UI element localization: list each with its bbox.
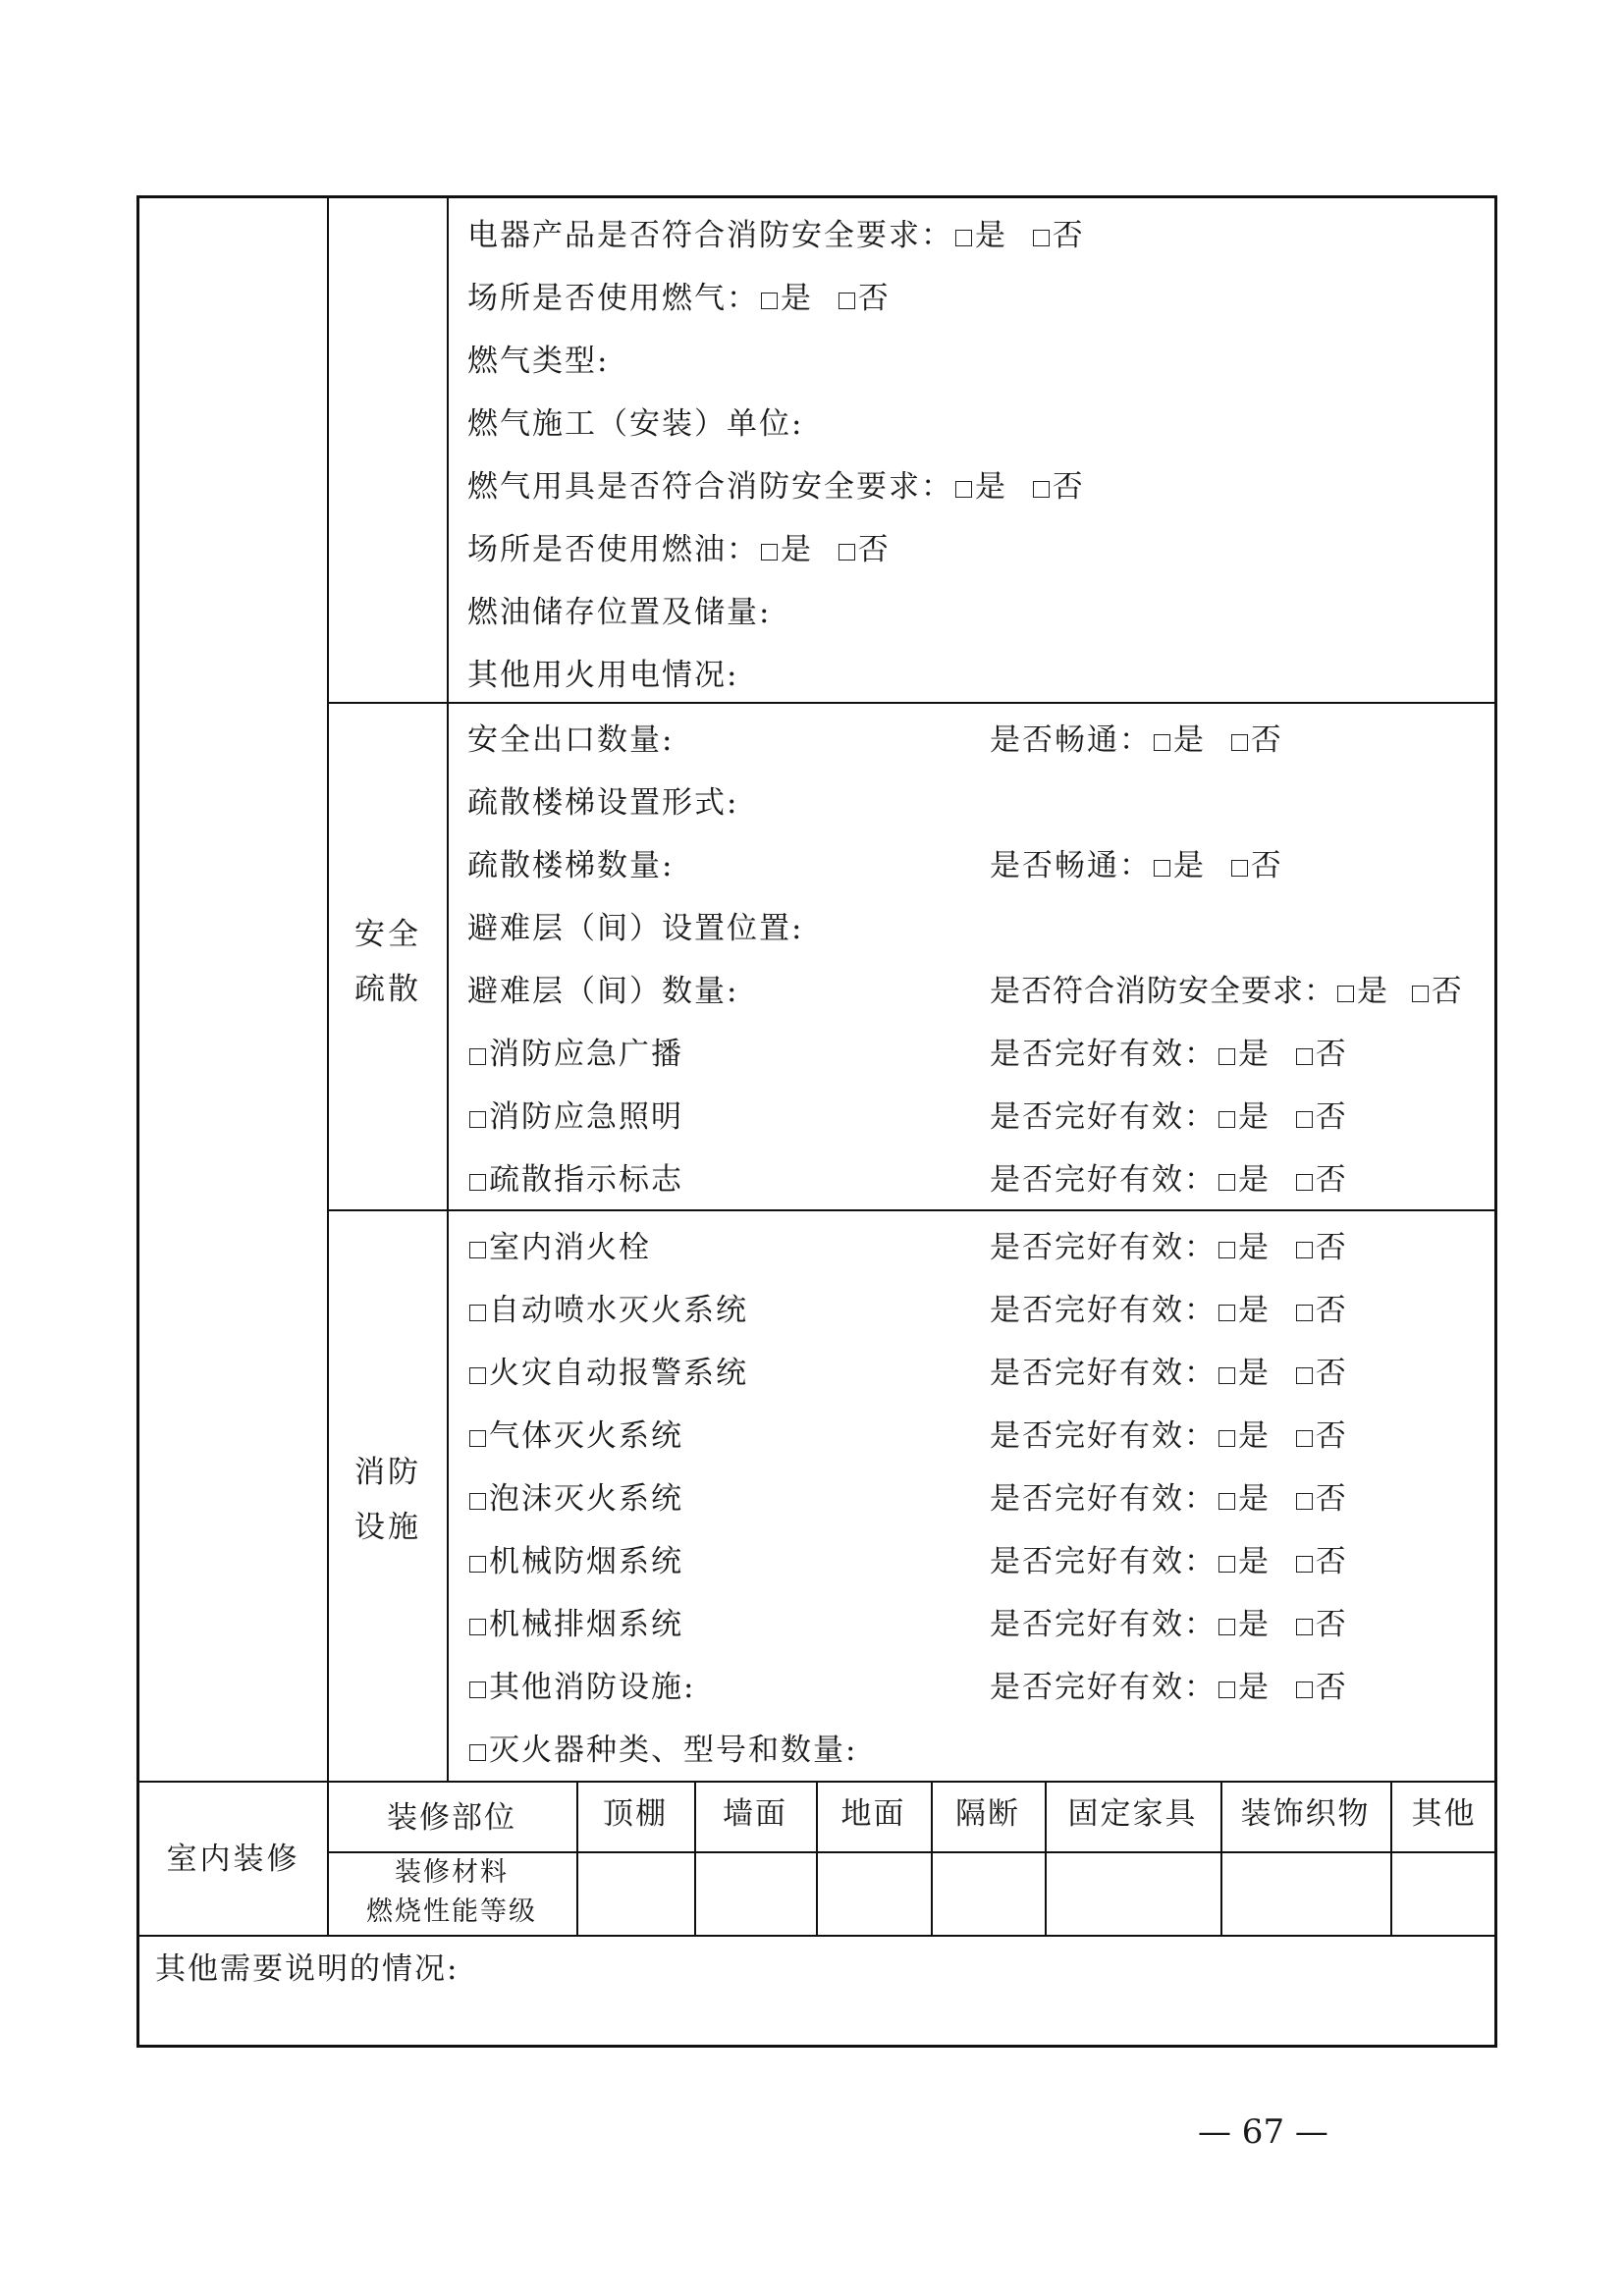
notes-label: 其他需要说明的情况:: [155, 1951, 460, 1987]
fire-use-line-5: 燃气用具是否符合消防安全要求： 是 否: [467, 469, 1085, 505]
facility-line-7: 机械排烟系统: [467, 1605, 683, 1644]
fire-use-line-3: 燃气类型:: [467, 344, 610, 379]
checkbox[interactable]: [469, 1048, 486, 1065]
checkbox[interactable]: [469, 1556, 486, 1573]
facility-line-6-right: 是否完好有效： 是 否: [990, 1544, 1348, 1579]
evac-line-8-right: 是否完好有效： 是 否: [990, 1162, 1348, 1198]
checkbox[interactable]: [955, 481, 972, 498]
checkbox[interactable]: [1296, 1048, 1313, 1065]
checkbox[interactable]: [1033, 230, 1050, 246]
facility-line-4-right: 是否完好有效： 是 否: [990, 1418, 1348, 1454]
checkbox[interactable]: [955, 230, 972, 246]
decoration-col-fabric: 装饰织物: [1240, 1796, 1371, 1832]
checkbox[interactable]: [1033, 481, 1050, 498]
checkbox[interactable]: [1218, 1111, 1235, 1128]
checkbox[interactable]: [1218, 1367, 1235, 1384]
checkbox[interactable]: [1296, 1174, 1313, 1191]
evacuation-label: 安全 疏散: [354, 917, 421, 1007]
facility-line-5-right: 是否完好有效： 是 否: [990, 1481, 1348, 1517]
checkbox[interactable]: [1218, 1242, 1235, 1258]
decoration-part-header: 装修部位: [387, 1800, 516, 1836]
checkbox[interactable]: [1218, 1556, 1235, 1573]
facility-line-3: 火灾自动报警系统: [467, 1354, 748, 1393]
checkbox[interactable]: [1296, 1619, 1313, 1635]
checkbox[interactable]: [469, 1682, 486, 1698]
checkbox[interactable]: [1218, 1619, 1235, 1635]
evac-line-1: 安全出口数量:: [467, 722, 675, 758]
checkbox[interactable]: [761, 544, 778, 561]
checkbox[interactable]: [1218, 1682, 1235, 1698]
row-divider-3: [139, 1781, 1497, 1783]
evac-line-6: 消防应急广播: [467, 1035, 683, 1074]
facility-line-6: 机械防烟系统: [467, 1542, 683, 1581]
checkbox[interactable]: [839, 544, 855, 561]
checkbox[interactable]: [469, 1493, 486, 1510]
fire-use-line-4: 燃气施工（安装）单位:: [467, 406, 804, 442]
fire-use-line-1: 电器产品是否符合消防安全要求： 是 否: [467, 218, 1085, 253]
checkbox[interactable]: [1154, 734, 1170, 751]
facility-line-1-right: 是否完好有效： 是 否: [990, 1230, 1348, 1265]
fire-use-line-6: 场所是否使用燃油： 是 否: [467, 532, 891, 567]
decoration-label: 室内装修: [166, 1842, 300, 1877]
checkbox[interactable]: [1296, 1242, 1313, 1258]
evac-line-5: 避难层（间）数量:: [467, 974, 739, 1009]
checkbox[interactable]: [1218, 1430, 1235, 1447]
row-divider-1: [327, 702, 1497, 704]
decoration-col-partition: 隔断: [955, 1796, 1020, 1832]
checkbox[interactable]: [839, 293, 855, 309]
checkbox[interactable]: [469, 1619, 486, 1635]
evac-line-6-right: 是否完好有效： 是 否: [990, 1037, 1348, 1072]
checkbox[interactable]: [1218, 1305, 1235, 1321]
row-divider-5: [139, 1935, 1497, 1937]
evac-line-3-right: 是否畅通： 是 否: [990, 848, 1283, 883]
checkbox[interactable]: [1296, 1493, 1313, 1510]
page-number: — 67 —: [1198, 2112, 1328, 2152]
row-divider-2: [327, 1209, 1497, 1211]
evac-line-7-right: 是否完好有效： 是 否: [990, 1099, 1348, 1135]
evac-line-3: 疏散楼梯数量:: [467, 848, 675, 883]
fire-use-line-8: 其他用火用电情况:: [467, 658, 739, 693]
checkbox[interactable]: [1296, 1111, 1313, 1128]
checkbox[interactable]: [1296, 1430, 1313, 1447]
checkbox[interactable]: [1296, 1556, 1313, 1573]
decoration-col-wall: 墙面: [723, 1796, 787, 1832]
decoration-col-other: 其他: [1411, 1796, 1477, 1832]
checkbox[interactable]: [469, 1242, 486, 1258]
evac-line-5-right: 是否符合消防安全要求： 是 否: [990, 974, 1463, 1009]
checkbox[interactable]: [469, 1305, 486, 1321]
checkbox[interactable]: [1296, 1367, 1313, 1384]
decoration-material-label: 装修材料 燃烧性能等级: [366, 1857, 537, 1927]
checkbox[interactable]: [1231, 734, 1248, 751]
evac-line-4: 避难层（间）设置位置:: [467, 911, 804, 946]
fire-use-line-2: 场所是否使用燃气： 是 否: [467, 281, 891, 316]
facility-line-4: 气体灭火系统: [467, 1416, 683, 1456]
checkbox[interactable]: [469, 1744, 486, 1761]
checkbox[interactable]: [1412, 986, 1429, 1002]
checkbox[interactable]: [1218, 1493, 1235, 1510]
decoration-col-ceiling: 顶棚: [603, 1796, 668, 1832]
checkbox[interactable]: [1231, 860, 1248, 877]
checkbox[interactable]: [469, 1174, 486, 1191]
facility-line-1: 室内消火栓: [467, 1228, 651, 1267]
checkbox[interactable]: [1296, 1682, 1313, 1698]
evac-line-7: 消防应急照明: [467, 1097, 683, 1137]
evac-line-1-right: 是否畅通： 是 否: [990, 722, 1283, 758]
facility-line-8-right: 是否完好有效： 是 否: [990, 1670, 1348, 1705]
facility-line-2-right: 是否完好有效： 是 否: [990, 1293, 1348, 1328]
facility-line-2: 自动喷水灭火系统: [467, 1291, 748, 1330]
checkbox[interactable]: [1337, 986, 1354, 1002]
decoration-col-floor: 地面: [840, 1796, 906, 1832]
checkbox[interactable]: [1218, 1174, 1235, 1191]
fire-use-line-7: 燃油储存位置及储量:: [467, 595, 772, 630]
checkbox[interactable]: [1154, 860, 1170, 877]
facility-line-8: 其他消防设施:: [467, 1668, 695, 1707]
checkbox[interactable]: [1296, 1305, 1313, 1321]
checkbox[interactable]: [469, 1430, 486, 1447]
facility-line-7-right: 是否完好有效： 是 否: [990, 1607, 1348, 1642]
checkbox[interactable]: [469, 1367, 486, 1384]
evac-line-2: 疏散楼梯设置形式:: [467, 785, 739, 821]
facility-line-9: 灭火器种类、型号和数量:: [467, 1731, 857, 1770]
checkbox[interactable]: [761, 293, 778, 309]
facility-line-5: 泡沫灭火系统: [467, 1479, 683, 1519]
checkbox[interactable]: [1218, 1048, 1235, 1065]
decoration-col-furniture: 固定家具: [1067, 1796, 1198, 1832]
facilities-label: 消防 设施: [354, 1455, 421, 1545]
evac-line-8: 疏散指示标志: [467, 1160, 683, 1200]
checkbox[interactable]: [469, 1111, 486, 1128]
facility-line-3-right: 是否完好有效： 是 否: [990, 1356, 1348, 1391]
fire-safety-form: [136, 195, 1497, 2048]
